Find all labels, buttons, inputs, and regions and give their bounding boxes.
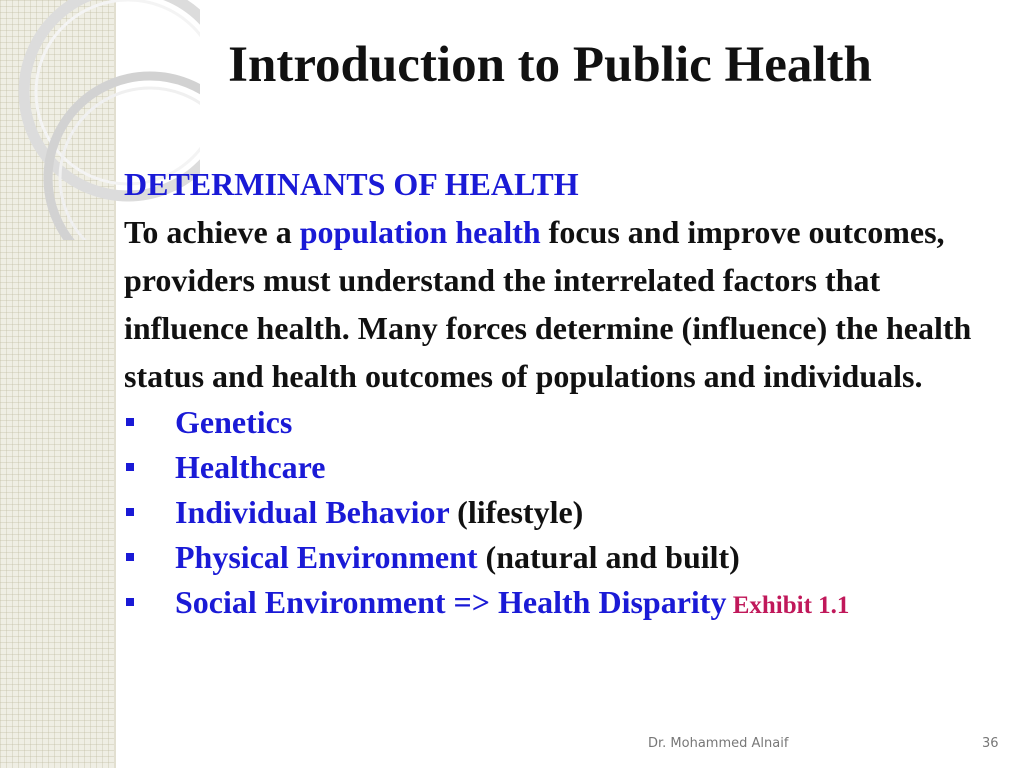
bullet-square-icon bbox=[126, 463, 134, 471]
list-item bbox=[124, 535, 1004, 580]
list-item-suffix: (natural and built) bbox=[477, 539, 740, 575]
footer-author: Dr. Mohammed Alnaif bbox=[648, 736, 789, 751]
paragraph-text-end: focus and improve outcomes, providers must understand the interrelated factors that influence health. Many forces determine (influence) the health status and health outcomes of populations and individuals. bbox=[124, 214, 972, 394]
intro-paragraph bbox=[124, 208, 1004, 400]
list-item-label: Individual Behavior bbox=[175, 494, 450, 530]
exhibit-reference: Exhibit 1.1 bbox=[726, 592, 850, 619]
list-item-label: Physical Environment bbox=[175, 539, 478, 575]
list-item-label: Genetics bbox=[175, 404, 293, 440]
determinants-list bbox=[124, 400, 1004, 628]
list-item bbox=[124, 400, 1004, 445]
list-item bbox=[124, 490, 1004, 535]
highlight-term: population health bbox=[299, 214, 541, 250]
section-heading: DETERMINANTS OF HEALTH bbox=[124, 166, 579, 202]
list-item bbox=[124, 580, 1004, 628]
list-item bbox=[124, 445, 1004, 490]
list-item-suffix: (lifestyle) bbox=[449, 494, 584, 530]
slide-title: Introduction to Public Health bbox=[228, 37, 872, 93]
paragraph-text-start: To achieve a bbox=[124, 214, 300, 250]
bullet-square-icon bbox=[126, 598, 134, 606]
slide-body bbox=[124, 160, 1004, 628]
list-item-label: Social Environment => Health Disparity bbox=[175, 584, 727, 620]
bullet-square-icon bbox=[126, 553, 134, 561]
bullet-square-icon bbox=[126, 418, 134, 426]
bullet-square-icon bbox=[126, 508, 134, 516]
page-number: 36 bbox=[982, 736, 999, 751]
list-item-label: Healthcare bbox=[175, 449, 326, 485]
